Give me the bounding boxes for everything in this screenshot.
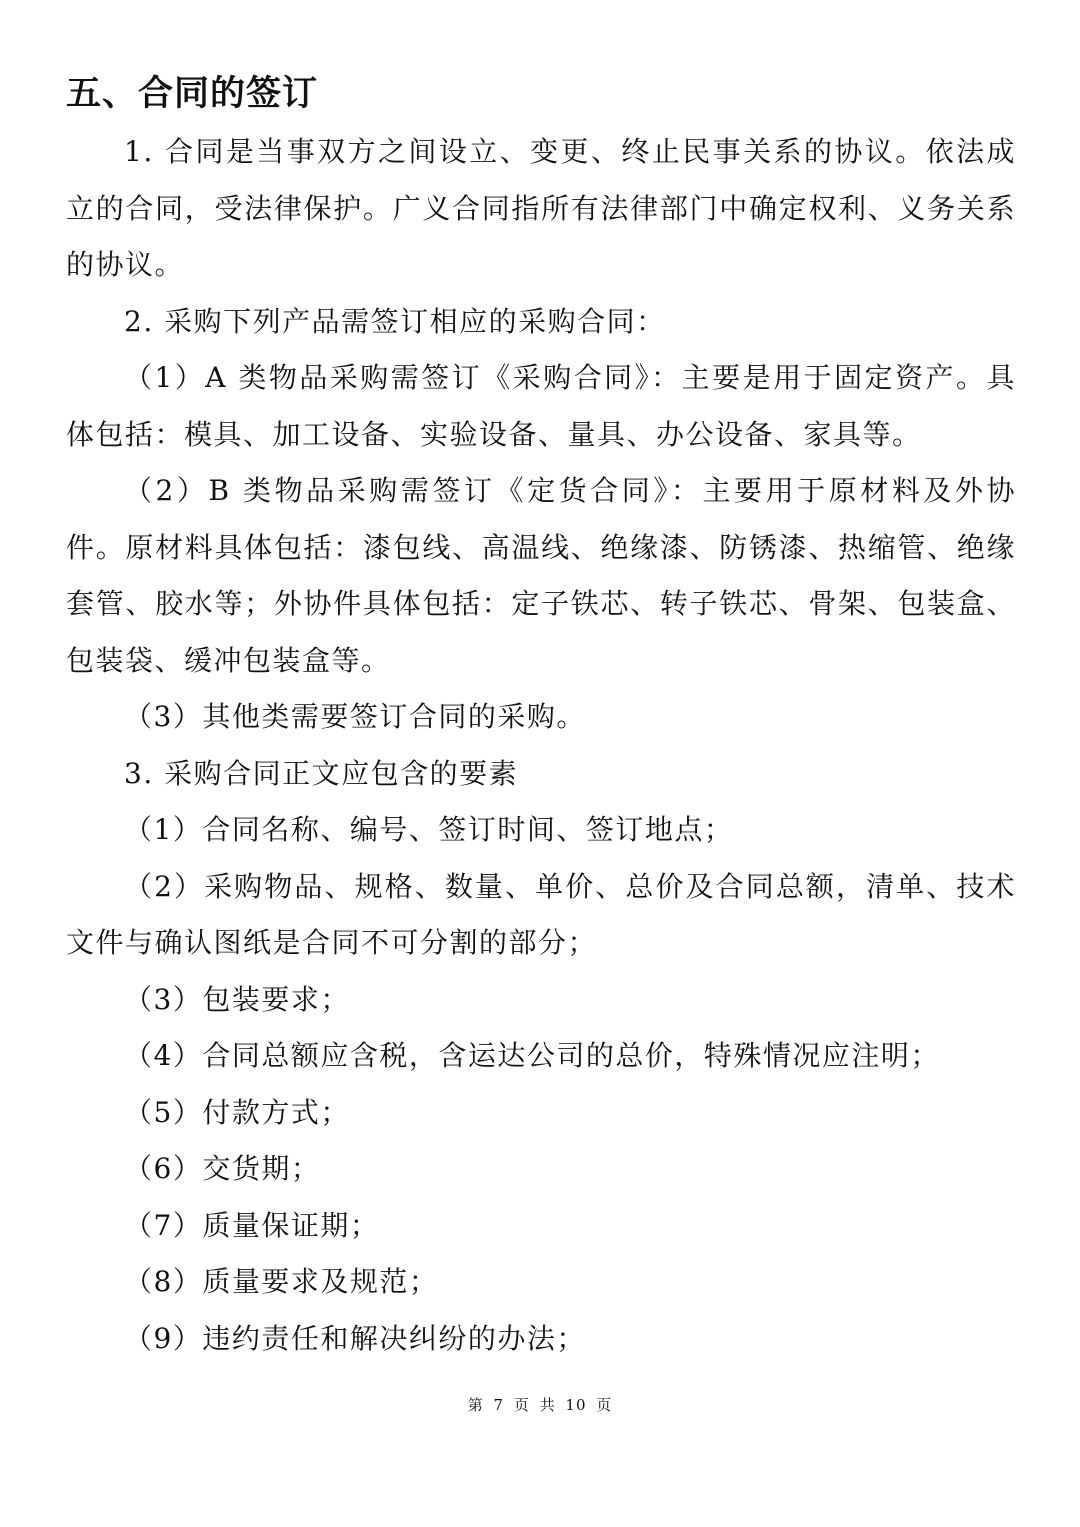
paragraph: （5）付款方式； xyxy=(124,1095,350,1129)
paragraph: （7）质量保证期； xyxy=(124,1208,380,1242)
total-pages: 10 xyxy=(565,1396,587,1414)
footer-total-prefix: 共 xyxy=(539,1396,556,1414)
paragraph: （2）采购物品、规格、数量、单价、总价及合同总额，清单、技术文件与确认图纸是合同不可分割的部分； xyxy=(66,869,1016,959)
paragraph: （8）质量要求及规范； xyxy=(124,1265,439,1298)
paragraph: （9）违约责任和解决纠纷的办法； xyxy=(124,1321,586,1355)
page-footer xyxy=(0,1395,1080,1415)
page-number: 7 xyxy=(493,1396,505,1414)
paragraph: （3）包装要求； xyxy=(124,982,350,1016)
paragraph: 1. 合同是当事双方之间设立、变更、终止民事关系的协议。依法成立的合同，受法律保护。广义合同指所有法律部门中确定权利、义务关系的协议。 xyxy=(66,135,1016,281)
paragraph: （1）A 类物品采购需签订《采购合同》：主要是用于固定资产。具体包括：模具、加工设备、实验设备、量具、办公设备、家具等。 xyxy=(66,361,1016,451)
paragraph: （4）合同总额应含税，含运达公司的总价，特殊情况应注明； xyxy=(124,1039,940,1072)
page-unit: 页 xyxy=(513,1396,530,1414)
footer-prefix: 第 xyxy=(467,1396,484,1414)
paragraph: （2）B 类物品采购需签订《定货合同》：主要用于原材料及外协件。原材料具体包括：漆包线、高温线、绝缘漆、防锈漆、热缩管、绝缘套管、胶水等；外协件具体包括：定子铁芯、转子铁芯、骨架、包装盒、包装袋、缓冲包装盒等。 xyxy=(66,474,1016,677)
paragraph: 3. 采购合同正文应包含的要素 xyxy=(124,756,519,790)
paragraph: 2. 采购下列产品需签订相应的采购合同： xyxy=(124,304,666,338)
paragraph: （6）交货期； xyxy=(124,1152,321,1185)
total-unit: 页 xyxy=(596,1396,613,1414)
paragraph: （3）其他类需要签订合同的采购。 xyxy=(124,700,586,733)
paragraph: （1）合同名称、编号、签订时间、签订地点； xyxy=(124,813,734,846)
body-text xyxy=(66,124,1016,1367)
section-title: 五、合同的签订 xyxy=(66,74,319,114)
